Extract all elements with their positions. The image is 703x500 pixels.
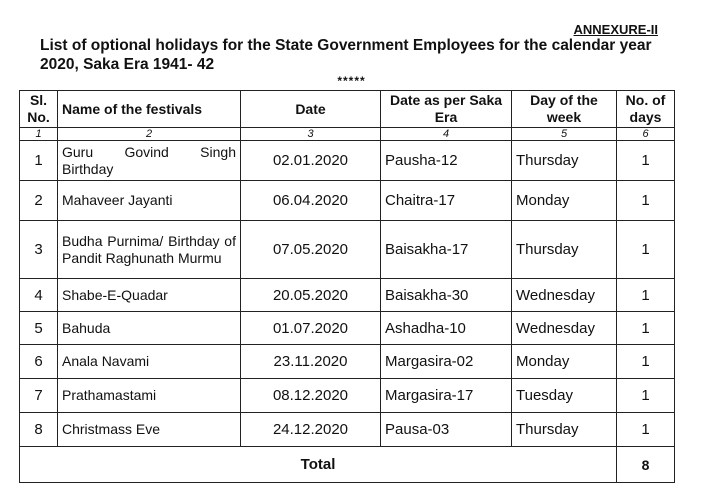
cell-date: 07.05.2020 <box>241 221 381 279</box>
cell-saka: Margasira-02 <box>381 345 512 379</box>
separator: ***** <box>337 74 366 88</box>
column-number: 3 <box>241 128 381 141</box>
cell-days: 1 <box>617 379 675 413</box>
cell-saka: Pausha-12 <box>381 141 512 181</box>
cell-sl: 6 <box>20 345 58 379</box>
cell-festival: Bahuda <box>58 312 241 345</box>
cell-festival: Guru Govind Singh Birthday <box>58 141 241 181</box>
cell-festival: Budha Purnima/ Birthday of Pandit Raghunath Murmu <box>58 221 241 279</box>
cell-saka: Baisakha-30 <box>381 279 512 312</box>
cell-saka: Baisakha-17 <box>381 221 512 279</box>
cell-festival: Mahaveer Jayanti <box>58 181 241 221</box>
cell-date: 02.01.2020 <box>241 141 381 181</box>
header-sl: Sl. No. <box>20 91 58 128</box>
header-row <box>20 91 675 128</box>
cell-days: 1 <box>617 345 675 379</box>
cell-saka: Ashadha-10 <box>381 312 512 345</box>
column-number: 2 <box>58 128 241 141</box>
column-number: 5 <box>512 128 617 141</box>
cell-saka: Pausa-03 <box>381 413 512 447</box>
cell-sl: 7 <box>20 379 58 413</box>
total-label: Total <box>20 447 617 483</box>
table-row <box>20 141 675 181</box>
cell-sl: 8 <box>20 413 58 447</box>
column-number: 6 <box>617 128 675 141</box>
cell-date: 08.12.2020 <box>241 379 381 413</box>
header-saka: Date as per Saka Era <box>381 91 512 128</box>
header-days: No. of days <box>617 91 675 128</box>
cell-date: 23.11.2020 <box>241 345 381 379</box>
cell-days: 1 <box>617 279 675 312</box>
cell-days: 1 <box>617 312 675 345</box>
header-day: Day of the week <box>512 91 617 128</box>
table-row <box>20 181 675 221</box>
table-row <box>20 379 675 413</box>
table-row <box>20 312 675 345</box>
cell-day: Wednesday <box>512 279 617 312</box>
table-row <box>20 221 675 279</box>
document-title: List of optional holidays for the State Government Employees for the calendar year 2020, Saka Era 1941- 42 <box>40 37 652 73</box>
header-date: Date <box>241 91 381 128</box>
cell-day: Monday <box>512 181 617 221</box>
cell-sl: 5 <box>20 312 58 345</box>
cell-day: Thursday <box>512 141 617 181</box>
cell-festival: Prathamastami <box>58 379 241 413</box>
total-value: 8 <box>617 447 675 483</box>
header-name: Name of the festivals <box>58 91 241 128</box>
cell-festival: Anala Navami <box>58 345 241 379</box>
column-number: 1 <box>20 128 58 141</box>
cell-date: 01.07.2020 <box>241 312 381 345</box>
cell-date: 20.05.2020 <box>241 279 381 312</box>
table-row <box>20 279 675 312</box>
annexure-label: ANNEXURE-II <box>573 22 658 37</box>
cell-sl: 4 <box>20 279 58 312</box>
table-row <box>20 413 675 447</box>
cell-day: Tuesday <box>512 379 617 413</box>
cell-day: Thursday <box>512 413 617 447</box>
total-row <box>20 447 675 483</box>
cell-day: Thursday <box>512 221 617 279</box>
holidays-table <box>19 90 675 483</box>
cell-date: 06.04.2020 <box>241 181 381 221</box>
column-number-row <box>20 128 675 141</box>
column-number: 4 <box>381 128 512 141</box>
cell-sl: 3 <box>20 221 58 279</box>
table-row <box>20 345 675 379</box>
cell-sl: 2 <box>20 181 58 221</box>
cell-day: Wednesday <box>512 312 617 345</box>
cell-sl: 1 <box>20 141 58 181</box>
cell-days: 1 <box>617 221 675 279</box>
cell-saka: Margasira-17 <box>381 379 512 413</box>
cell-days: 1 <box>617 413 675 447</box>
cell-saka: Chaitra-17 <box>381 181 512 221</box>
cell-festival: Christmass Eve <box>58 413 241 447</box>
cell-date: 24.12.2020 <box>241 413 381 447</box>
cell-festival: Shabe-E-Quadar <box>58 279 241 312</box>
cell-days: 1 <box>617 181 675 221</box>
cell-days: 1 <box>617 141 675 181</box>
cell-day: Monday <box>512 345 617 379</box>
